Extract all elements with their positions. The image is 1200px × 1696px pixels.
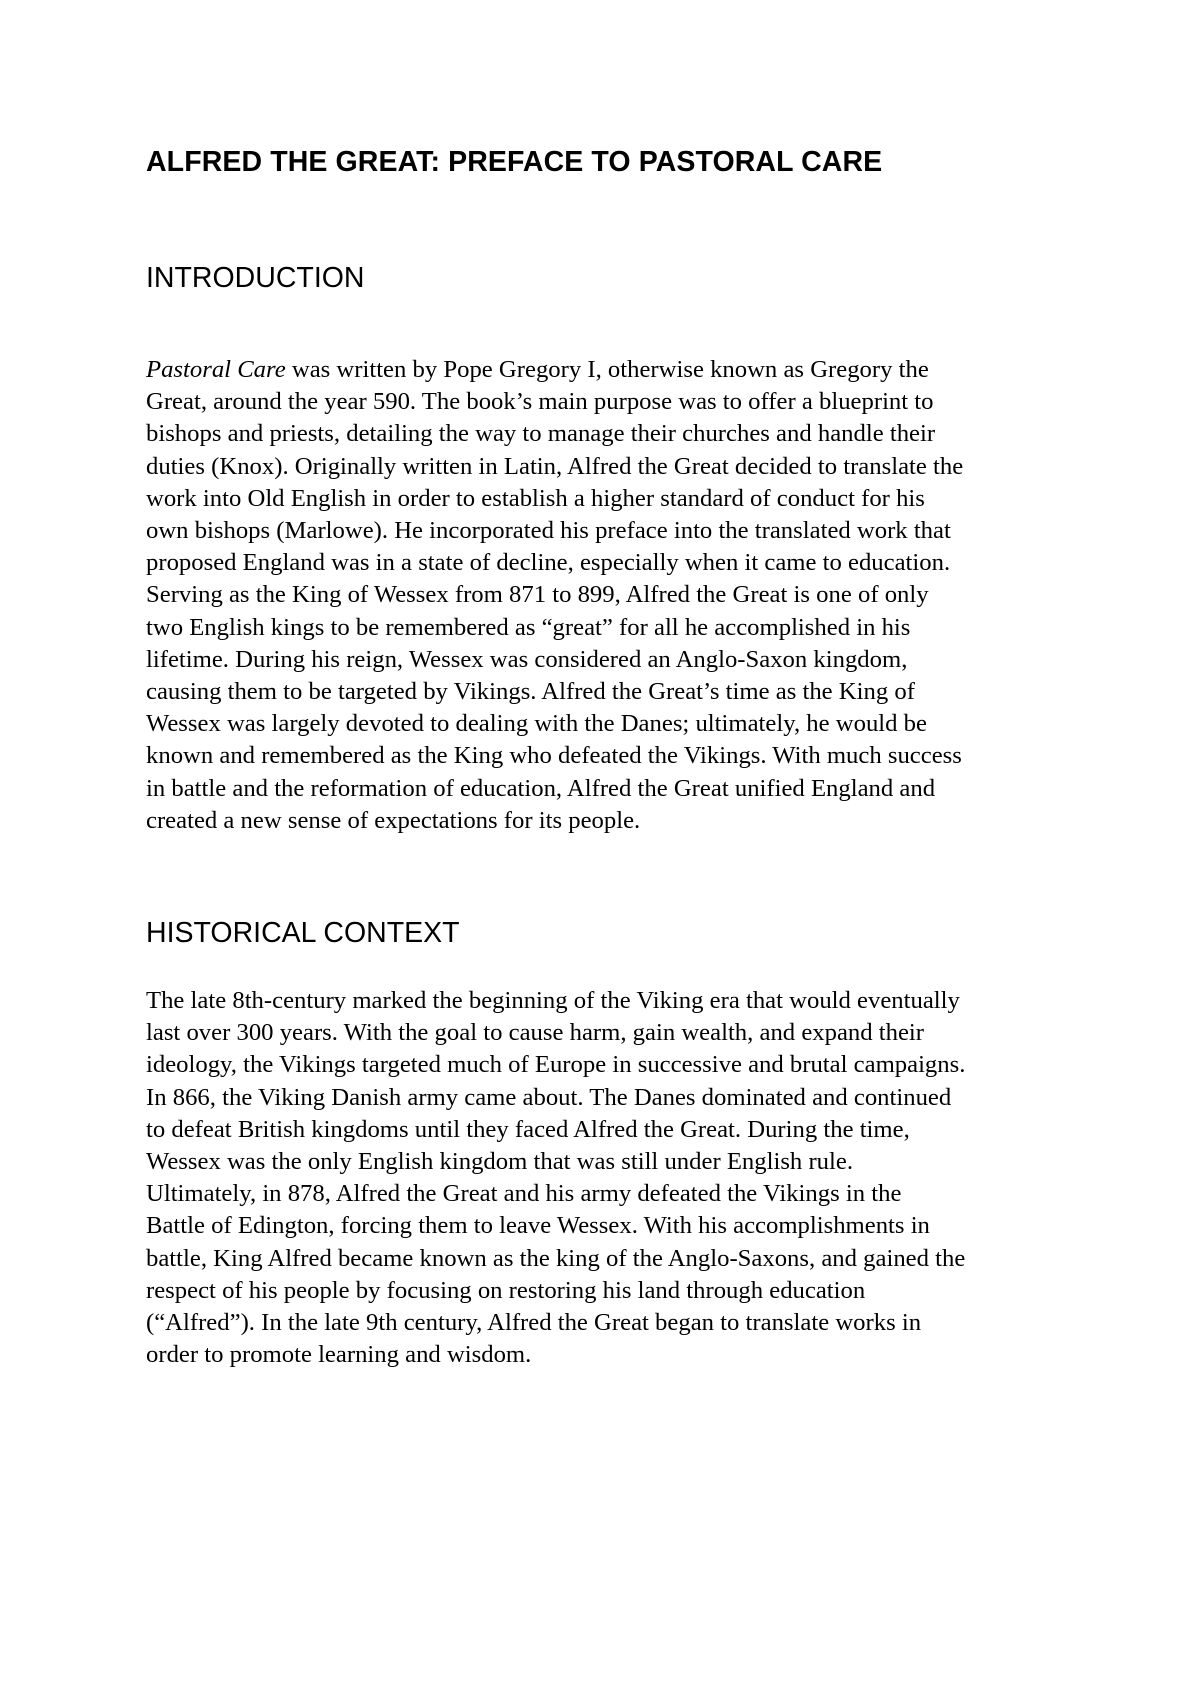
paragraph-line: respect of his people by focusing on restoring his land through education xyxy=(146,1276,866,1304)
paragraph-line: work into Old English in order to establish a higher standard of conduct for his xyxy=(146,484,925,512)
paragraph-line: Wessex was the only English kingdom that was still under English rule. xyxy=(146,1148,854,1176)
paragraph-line: duties (Knox). Originally written in Latin, Alfred the Great decided to translate the xyxy=(146,452,964,480)
paragraph-line xyxy=(146,354,1096,386)
paragraph-line: created a new sense of expectations for its people. xyxy=(146,806,641,834)
paragraph-line: In 866, the Viking Danish army came about. The Danes dominated and continued xyxy=(146,1083,952,1111)
section-heading-historical-context: HISTORICAL CONTEXT xyxy=(146,917,460,949)
section-heading-introduction: INTRODUCTION xyxy=(146,262,365,294)
paragraph-line: Serving as the King of Wessex from 871 to 899, Alfred the Great is one of only xyxy=(146,581,929,609)
paragraph-line: causing them to be targeted by Vikings. Alfred the Great’s time as the King of xyxy=(146,678,915,706)
paragraph-line: bishops and priests, detailing the way to manage their churches and handle their xyxy=(146,420,936,448)
paragraph-line: proposed England was in a state of decline, especially when it came to education. xyxy=(146,549,951,577)
historical-context-paragraph xyxy=(146,985,1096,1371)
introduction-paragraph xyxy=(146,354,1096,837)
paragraph-line: last over 300 years. With the goal to cause harm, gain wealth, and expand their xyxy=(146,1019,925,1047)
paragraph-line: order to promote learning and wisdom. xyxy=(146,1341,532,1369)
paragraph-line: (“Alfred”). In the late 9th century, Alfred the Great began to translate works in xyxy=(146,1309,922,1337)
paragraph-line: two English kings to be remembered as “great” for all he accomplished in his xyxy=(146,613,911,641)
paragraph-line: Great, around the year 590. The book’s main purpose was to offer a blueprint to xyxy=(146,388,934,416)
paragraph-line: ideology, the Vikings targeted much of Europe in successive and brutal campaigns. xyxy=(146,1051,966,1079)
paragraph-line: Battle of Edington, forcing them to leave Wessex. With his accomplishments in xyxy=(146,1212,930,1240)
paragraph-line: Ultimately, in 878, Alfred the Great and his army defeated the Vikings in the xyxy=(146,1180,902,1208)
document-title: ALFRED THE GREAT: PREFACE TO PASTORAL CARE xyxy=(146,146,883,178)
paragraph-line: known and remembered as the King who defeated the Vikings. With much success xyxy=(146,742,962,770)
paragraph-line: Wessex was largely devoted to dealing with the Danes; ultimately, he would be xyxy=(146,710,927,738)
paragraph-line-text: was written by Pope Gregory I, otherwise known as Gregory the xyxy=(285,356,929,383)
paragraph-line: lifetime. During his reign, Wessex was considered an Anglo-Saxon kingdom, xyxy=(146,645,908,673)
paragraph-line: battle, King Alfred became known as the king of the Anglo-Saxons, and gained the xyxy=(146,1244,966,1272)
paragraph-line: own bishops (Marlowe). He incorporated his preface into the translated work that xyxy=(146,517,951,545)
paragraph-line: to defeat British kingdoms until they faced Alfred the Great. During the time, xyxy=(146,1115,910,1143)
paragraph-line: The late 8th-century marked the beginning of the Viking era that would eventually xyxy=(146,987,960,1014)
book-title-italic: Pastoral Care xyxy=(146,356,286,383)
paragraph-line: in battle and the reformation of education, Alfred the Great unified England and xyxy=(146,774,936,802)
